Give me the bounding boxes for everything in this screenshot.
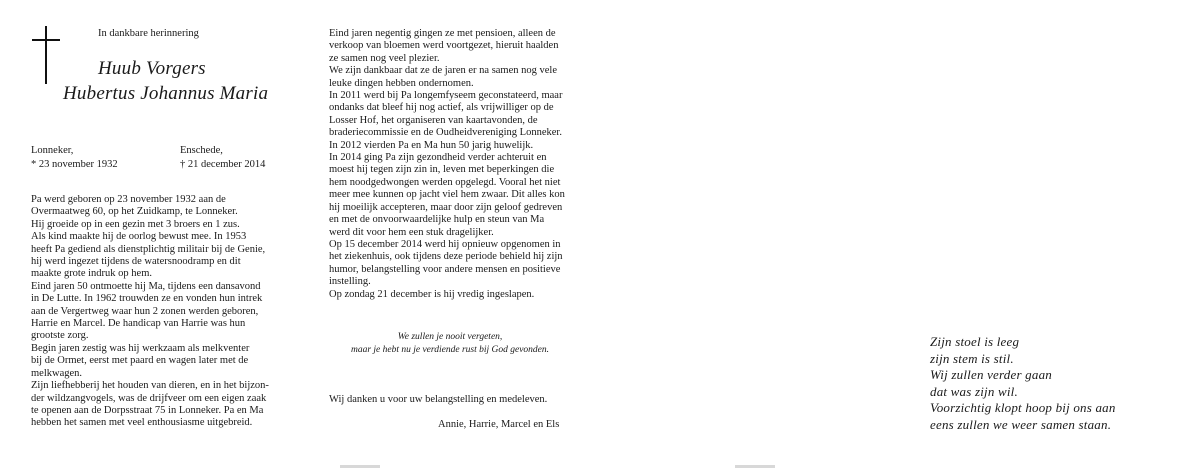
death-date: † 21 december 2014 bbox=[180, 159, 266, 170]
death-info bbox=[180, 144, 265, 172]
closing-verse: Zijn stoel is leeg zijn stem is stil. Wij zullen verder gaan dat was zijn wil. Voorzichtig klopt hoop bij ons aan eens zullen we weer samen staan. bbox=[930, 334, 1116, 432]
birth-info bbox=[31, 144, 118, 172]
card-panel-inside bbox=[300, 0, 600, 468]
biography-text: Pa werd geboren op 23 november 1932 aan de Overmaatweg 60, op het Zuidkamp, te Lonneker. Hij groeide op in een gezin met 3 broers en 1 zus. Als kind maakte hij de oorlog bewust mee. In 1953 heeft Pa gediend als dienstplichtig militair bij de Genie, hij werd ingezet tijdens de watersnoodramp en dit maakte grote indruk op hem. Eind jaren 50 ontmoette hij Ma, tijdens een dansavond in De Lutte. In 1962 trouwden ze en vonden hun intrek aan de Vergertweg waar hun 2 zonen werden geboren, Harrie en Marcel. De handicap van Harrie was hun grootste zorg. Begin jaren zestig was hij werkzaam als melkventer bij de Ormet, eerst met paard en wagen later met de melkwagen. Zijn liefhebberij het houden van dieren, en in het bijzon- der wildzangvogels, was de drijfveer om een eigen zaak te openen aan de Dorpsstraat 75 in Lonneker. Pa en Ma hebben het samen met veel enthousiasme uitgebreid. bbox=[31, 194, 269, 429]
card-panel-front bbox=[0, 0, 300, 468]
remembrance-quote: We zullen je nooit vergeten, maar je hebt nu je verdiende rust bij God gevonden. bbox=[350, 332, 550, 355]
life-story-text: Eind jaren negentig gingen ze met pensioen, alleen de verkoop van bloemen werd voortgezet, hieruit haalden ze samen nog veel plezier. We zijn dankbaar dat ze de jaren er na samen nog vele leuke dingen hebben ondernomen. In 2011 werd bij Pa longemfyseem geconstateerd, maar ondanks dat bleef hij nog actief, als vrijwilliger op de Losser Hof, het organiseren van kaartavonden, de braderiecommissie en de Oudheidvereniging Lonneker. In 2012 vierden Pa en Ma hun 50 jarig huwelijk. In 2014 ging Pa zijn gezondheid verder achteruit en moest hij tegen zijn zin in, leven met beperkingen die hem noodgedwongen werden opgelegd. Vooral het niet meer mee kunnen op jacht viel hem zwaar. Dit alles kon hij moeilijk accepteren, maar door zijn geloof gedreven en met de onvoorwaardelijke hulp en steun van Ma werd dit voor hem een stuk dragelijker. Op 15 december 2014 werd hij opnieuw opgenomen in het ziekenhuis, ook tijdens deze periode behield hij zijn humor, belangstelling voor andere mensen en positieve instelling. Op zondag 21 december is hij vredig ingeslapen. bbox=[329, 28, 565, 300]
thanks-text: Wij danken u voor uw belangstelling en medeleven. bbox=[329, 394, 548, 405]
death-place: Enschede, bbox=[180, 145, 223, 156]
birth-place: Lonneker, bbox=[31, 145, 74, 156]
cross-icon bbox=[32, 26, 60, 84]
family-signature: Annie, Harrie, Marcel en Els bbox=[438, 419, 560, 430]
deceased-full-name: Hubertus Johannus Maria bbox=[63, 83, 269, 104]
card-panel-blank bbox=[600, 0, 900, 468]
deceased-name: Huub Vorgers bbox=[98, 58, 206, 79]
card-panel-back bbox=[900, 0, 1200, 468]
intro-text: In dankbare herinnering bbox=[98, 28, 199, 39]
birth-date: * 23 november 1932 bbox=[31, 159, 118, 170]
